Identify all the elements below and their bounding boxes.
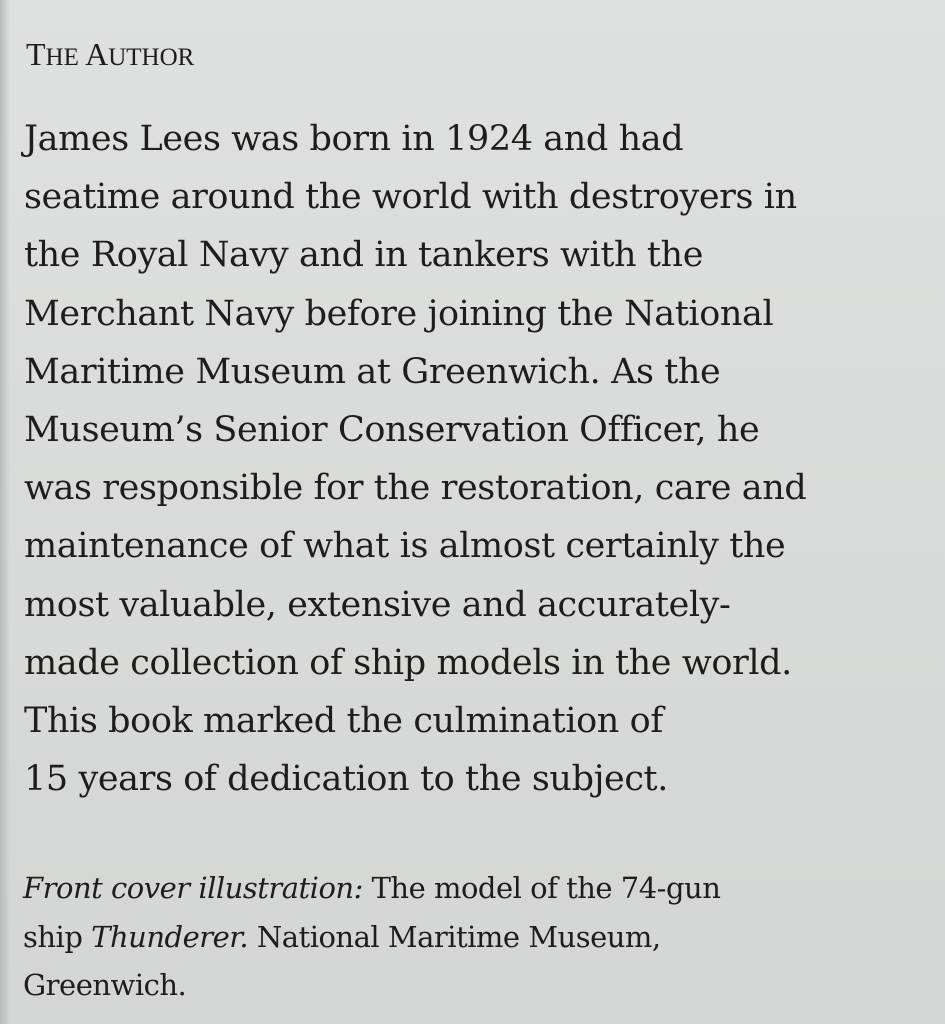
heading-rest-he: HE	[45, 44, 86, 71]
bio-line: Merchant Navy before joining the National	[24, 293, 774, 334]
author-biography	[24, 110, 806, 808]
caption-line-3: Greenwich.	[23, 968, 187, 1002]
bio-line: Maritime Museum at Greenwich. As the	[24, 351, 721, 392]
heading-initial-a: A	[85, 36, 109, 72]
caption-line1-text: The model of the 74-gun	[362, 871, 721, 905]
caption-line2-text: National Maritime Museum,	[248, 919, 661, 954]
caption-line-1	[23, 864, 720, 913]
bio-line: This book marked the culmination of	[24, 701, 663, 742]
bio-line: seatime around the world with destroyers in	[24, 177, 797, 218]
heading-rest-uthor: UTHOR	[108, 44, 195, 71]
caption-line2-prefix: ship	[23, 919, 92, 954]
cover-illustration-caption	[23, 864, 720, 1010]
caption-line-2	[23, 913, 720, 962]
bio-line: Museum’s Senior Conservation Officer, he	[24, 410, 760, 451]
section-heading	[26, 32, 194, 80]
heading-initial-t: T	[26, 36, 46, 72]
caption-label: Front cover illustration:	[23, 871, 363, 905]
caption-ship-name: Thunderer.	[91, 919, 249, 954]
bio-line: was responsible for the restoration, care and	[24, 468, 807, 509]
bio-line: the Royal Navy and in tankers with the	[24, 235, 704, 276]
bio-line: James Lees was born in 1924 and had	[24, 119, 684, 159]
bio-line: maintenance of what is almost certainly the	[24, 526, 786, 567]
bio-line: most valuable, extensive and accurately-	[24, 584, 731, 625]
bio-line: made collection of ship models in the world.	[24, 642, 792, 683]
page-edge-shadow	[0, 0, 10, 1024]
bio-line: 15 years of dedication to the subject.	[24, 759, 668, 800]
